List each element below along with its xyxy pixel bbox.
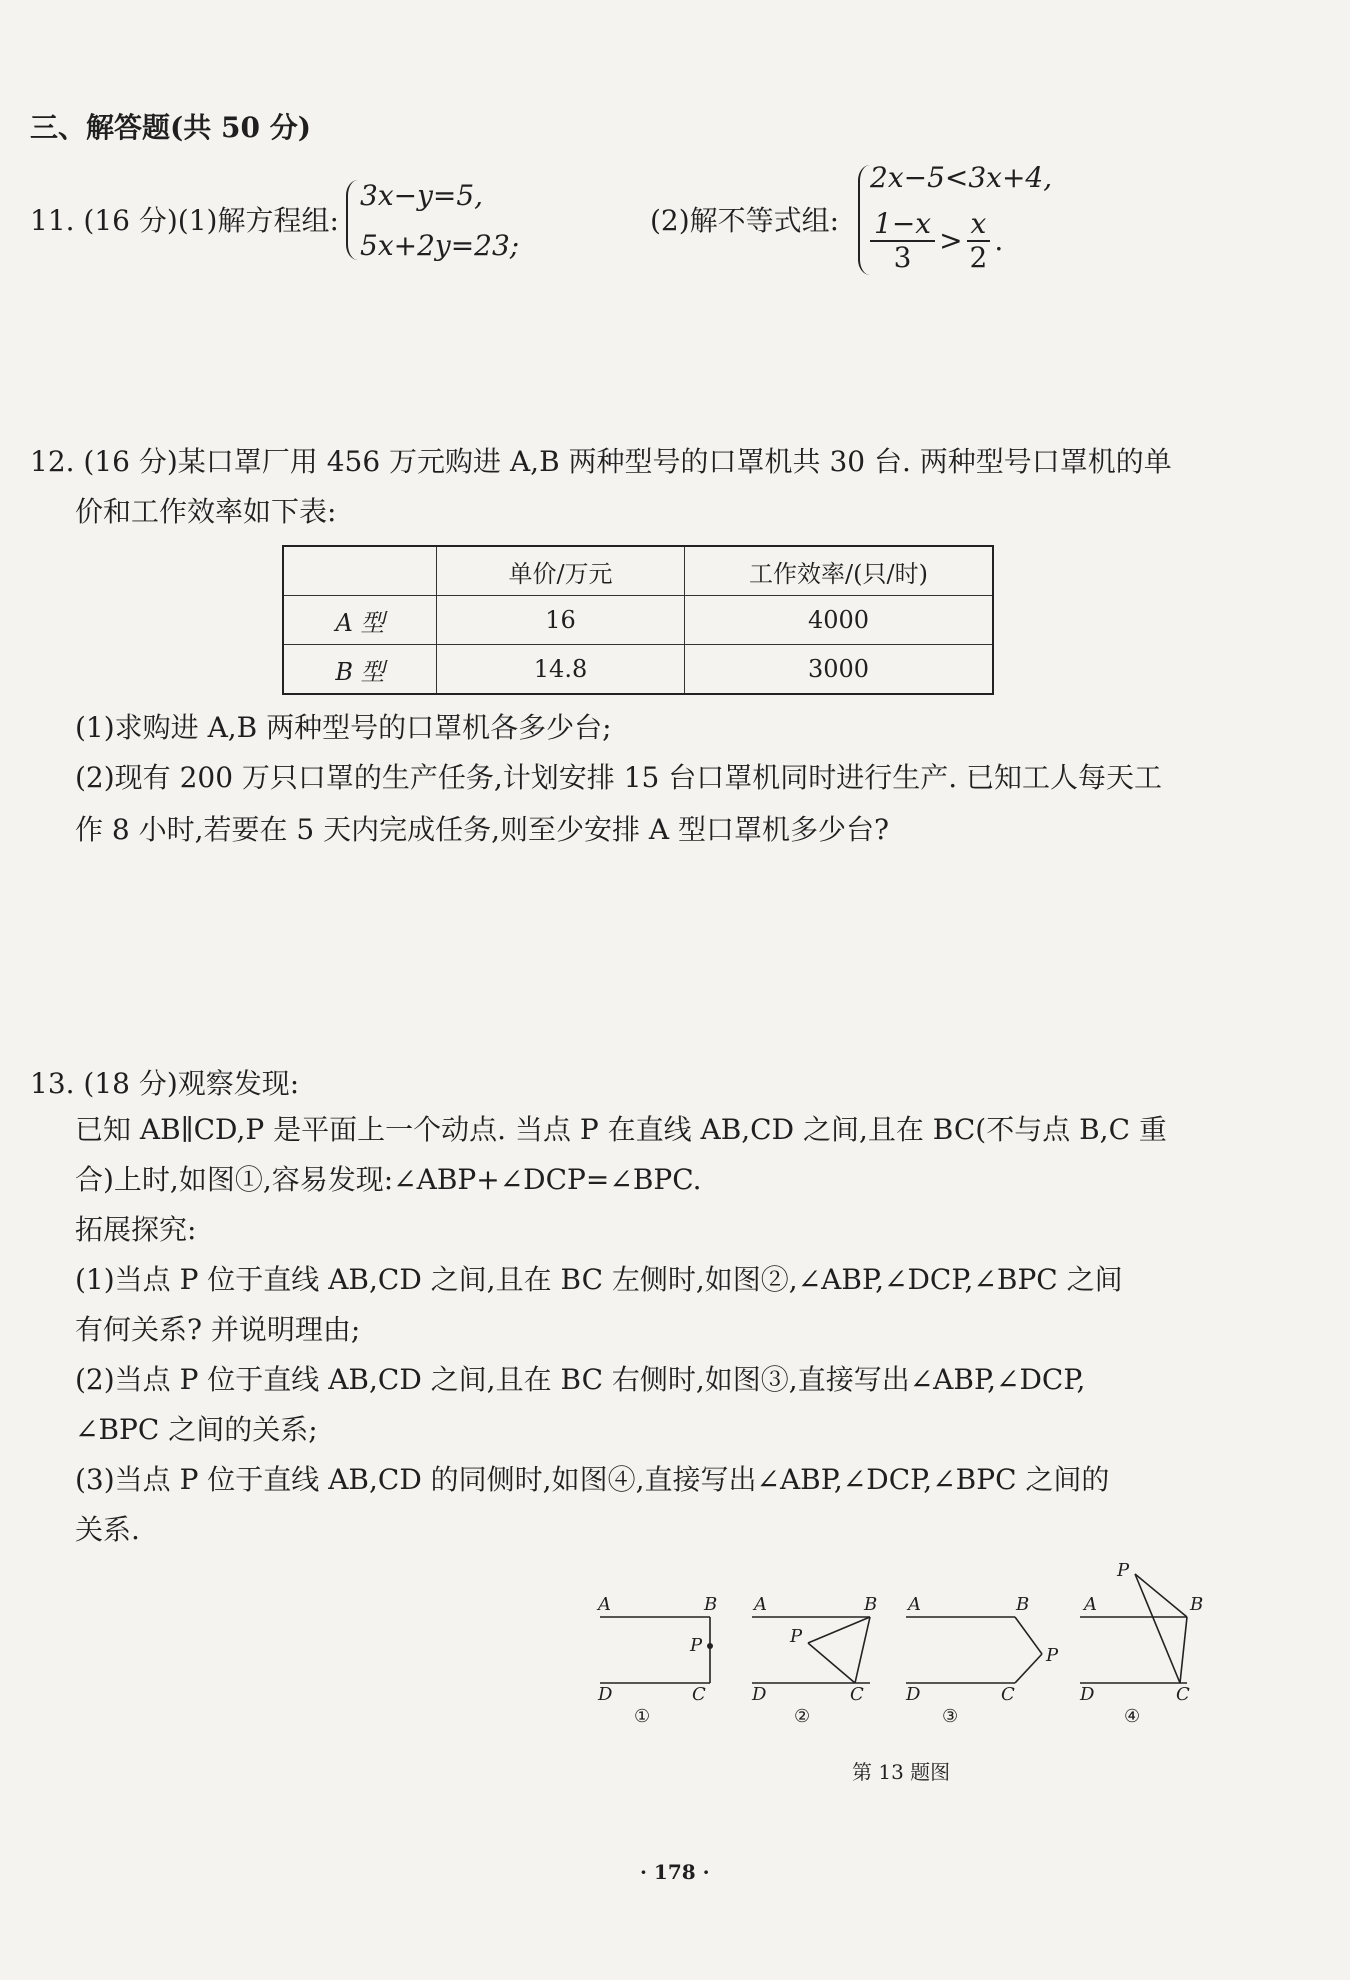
fig4-label-p: P [1117,1560,1130,1581]
table-cell: 14.8 [437,645,685,695]
q11-part2: (2)解不等式组: [650,204,840,237]
fig2-label-b: B [864,1594,878,1615]
figure-2 [751,1594,877,1727]
page-number: · 178 · [640,1860,710,1884]
q13-line9: (3)当点 P 位于直线 AB,CD 的同侧时,如图④,直接写出∠ABP,∠DCP,∠BPC 之间的 [75,1463,1110,1496]
fraction-left-numerator: 1−x [870,208,935,242]
q13-line1: 13. (18 分)观察发现: [30,1067,300,1100]
fig4-label-c: C [1176,1684,1190,1705]
fig2-label-a: A [754,1594,767,1615]
q12-line1: 12. (16 分)某口罩厂用 456 万元购进 A,B 两种型号的口罩机共 30 台. 两种型号口罩机的单 [30,445,1172,478]
fig1-label-b: B [704,1594,718,1615]
q11-eq1: 3x−y=5, [360,179,484,212]
fig1-label-a: A [598,1594,611,1615]
fraction-right-denominator: 2 [969,241,988,274]
fig4-label-d: D [1080,1684,1095,1705]
q11-ineq2 [866,208,1003,274]
q11-eq2: 5x+2y=23; [360,229,520,262]
inequality-operator: > [939,224,963,257]
fraction-right-numerator: x [967,208,991,242]
table-header-row [283,546,993,596]
table-cell: 3000 [685,645,994,695]
q13-line5: (1)当点 P 位于直线 AB,CD 之间,且在 BC 左侧时,如图②,∠ABP,∠DCP,∠BPC 之间 [75,1263,1123,1296]
q13-line3: 合)上时,如图①,容易发现:∠ABP+∠DCP=∠BPC. [75,1163,702,1196]
price-efficiency-table [282,545,994,695]
fig3-label-d: D [906,1684,921,1705]
fig3-label-b: B [1016,1594,1030,1615]
fig3-label-c: C [1001,1684,1015,1705]
fig1-number: ① [634,1706,651,1727]
q13-line7: (2)当点 P 位于直线 AB,CD 之间,且在 BC 右侧时,如图③,直接写出∠ABP,∠DCP, [75,1363,1086,1396]
fig3-number: ③ [942,1706,959,1727]
q13-line2: 已知 AB∥CD,P 是平面上一个动点. 当点 P 在直线 AB,CD 之间,且在 BC(不与点 B,C 重 [75,1113,1167,1146]
q11-ineq1: 2x−5<3x+4, [870,161,1053,194]
fraction-left-denominator: 3 [893,241,912,274]
fig1-label-d: D [598,1684,613,1705]
fig1-label-c: C [692,1684,706,1705]
section-title: 三、解答题(共 50 分) [30,111,311,144]
figure-3 [905,1594,1059,1727]
fig2-label-p: P [790,1626,803,1647]
q11-head: 11. (16 分)(1)解方程组: [30,204,339,237]
fig4-label-a: A [1084,1594,1097,1615]
table-row [283,596,993,645]
fraction-left [870,208,935,274]
table-cell: B 型 [283,645,437,695]
table-row [283,645,993,695]
table-header-cell: 工作效率/(只/时) [685,546,994,596]
fig3-label-a: A [908,1594,921,1615]
q13-line8: ∠BPC 之间的关系; [75,1413,318,1446]
q12-line2: 价和工作效率如下表: [75,495,337,528]
table-cell: 4000 [685,596,994,645]
fig2-label-c: C [850,1684,864,1705]
q13-line10: 关系. [75,1513,140,1546]
q12-sub2-line2: 作 8 小时,若要在 5 天内完成任务,则至少安排 A 型口罩机多少台? [75,813,890,846]
q12-sub2-line1: (2)现有 200 万只口罩的生产任务,计划安排 15 台口罩机同时进行生产. 已知工人每天工 [75,761,1163,794]
table-cell: A 型 [283,596,437,645]
fig3-label-p: P [1046,1645,1059,1666]
figure-4 [1079,1560,1203,1727]
fig2-number: ② [794,1706,811,1727]
q13-line6: 有何关系? 并说明理由; [75,1313,361,1346]
fig4-number: ④ [1124,1706,1141,1727]
q12-sub1: (1)求购进 A,B 两种型号的口罩机各多少台; [75,711,612,744]
geometry-figures [580,1560,1220,1740]
figure-caption: 第 13 题图 [852,1760,951,1784]
q11-system-brace [346,180,358,260]
fig4-label-b: B [1190,1594,1204,1615]
fraction-right [967,208,991,274]
table-cell: 16 [437,596,685,645]
figure-1 [596,1594,717,1727]
table-header-cell [283,546,437,596]
table-header-cell: 单价/万元 [437,546,685,596]
fig1-label-p: P [690,1635,703,1656]
q13-line4: 拓展探究: [75,1213,197,1246]
fig2-label-d: D [752,1684,767,1705]
inequality-period: . [994,224,1004,257]
